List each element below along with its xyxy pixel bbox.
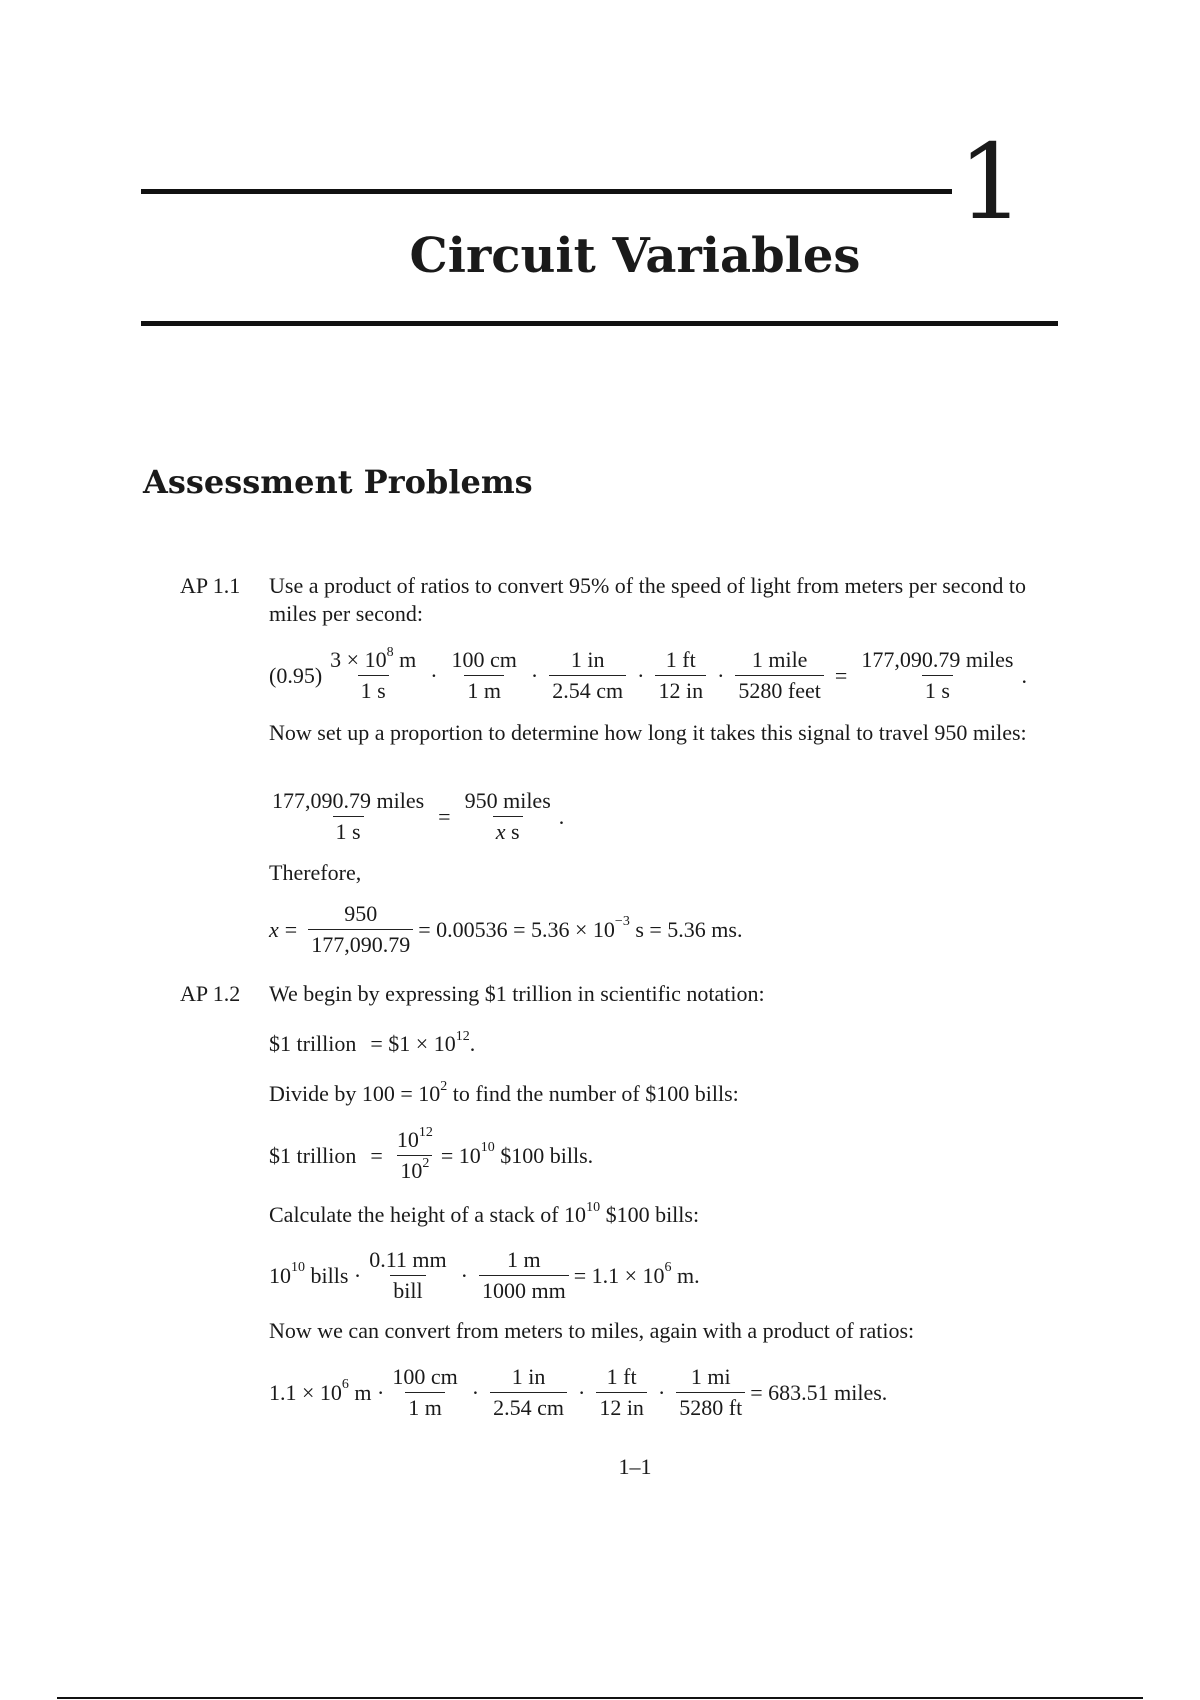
ap11-intro: Use a product of ratios to convert 95% of the speed of light from meters per second to miles per second: [269, 573, 1026, 626]
ap12-height-equation: $10^{10}$ bills · $\frac{0.11 mm}{\text{bill}}$ · $\frac{1 m}{1000 mm}$ = $1.1 \times 10^6$ m. [269, 1247, 700, 1303]
ap11-therefore: Therefore, [269, 860, 362, 885]
fraction-powers: $\frac{10^{12}}{10^2}$ [396, 1124, 433, 1183]
fraction-result: $\frac{\text{177,090.79 miles}}{1 s}$ [861, 647, 1014, 703]
fraction-in-cm: $\frac{1 in}{2.54 cm}$ [549, 647, 626, 704]
fraction-mi-ft: $\frac{1 mi}{5280 ft}$ [676, 1364, 745, 1421]
page-number: 1–1 [618, 1454, 652, 1479]
chapter-top-rule [141, 189, 952, 194]
fraction-ft-in: $\frac{1 ft}{12 in}$ [596, 1364, 647, 1421]
ap12-bills-equation: $1 trillion = $\frac{10^{12}}{10^2}$ = $10^{10}$ $100 bills. [269, 1124, 594, 1183]
ap11-solution-equation: x = $\frac{950}{177,090.79}$ = $0.00536 = 5.36 \times 10^{-3}$ s = 5.36 ms. [269, 901, 743, 957]
section-heading: Assessment Problems [143, 463, 533, 501]
chapter-bottom-rule [141, 321, 1058, 326]
footer-rule [57, 1697, 1143, 1699]
fraction-in-cm: $\frac{1 in}{2.54 cm}$ [490, 1364, 567, 1421]
fraction-m-mm: $\frac{1 m}{1000 mm}$ [479, 1247, 569, 1304]
fraction-lhs: $\frac{\text{177,090.79 miles}}{1 s}$ [272, 788, 425, 844]
ap12-trillion-equation: $1 trillion = $1 × $10^{12}$. [269, 1028, 476, 1056]
fraction-rhs: $\frac{\text{950 miles}}{\text{x s}}$ [464, 788, 551, 844]
problem-label-ap11: AP 1.1 [180, 573, 241, 598]
fraction-cm-m: $\frac{100 cm}{1 m}$ [392, 1364, 458, 1420]
coefficient: (0.95) [269, 662, 323, 688]
fraction-mm-bill: $\frac{0.11 mm}{\text{bill}}$ [369, 1247, 447, 1303]
ap11-para2: Now set up a proportion to determine how long it takes this signal to travel 950 miles: [269, 720, 1027, 745]
fraction-speed: $\frac{3 \times 10^8 m}{1 s}$ [330, 644, 417, 703]
fraction-ft-in: $\frac{1 ft}{12 in}$ [655, 647, 706, 704]
ap12-intro: We begin by expressing $1 trillion in scientific notation: [269, 981, 765, 1006]
ap11-conversion-equation: (0.95) $\frac{3 \times 10^8 m}{1 s}$ · $\frac{100 cm}{1 m}$ · $\frac{1 in}{2.54 cm}$ · $\frac{1 ft}{12 in}$ · $\frac{\text{1 mile}}{\text{5280 feet}}$ = $\frac{\text{177,090.79 miles}}{1 s}$ . [269, 644, 1027, 703]
chapter-number: 1 [958, 121, 1025, 243]
problem-label-ap12: AP 1.2 [180, 981, 241, 1006]
ap12-para2: Divide by $100 = 10^2$ to find the number of $100 bills: [269, 1078, 739, 1106]
fraction-time: $\frac{950}{177,090.79}$ [308, 901, 413, 958]
chapter-title: Circuit Variables [409, 228, 861, 284]
ap12-para3: Calculate the height of a stack of $10^{10}$ $100 bills: [269, 1199, 700, 1227]
fraction-cm-m: $\frac{100 cm}{1 m}$ [451, 647, 517, 703]
ap12-para4: Now we can convert from meters to miles, again with a product of ratios: [269, 1318, 915, 1343]
ap11-proportion-equation: $\frac{\text{177,090.79 miles}}{1 s}$ = $\frac{\text{950 miles}}{\text{x s}}$ . [269, 788, 564, 845]
ap12-miles-equation: $1.1 \times 10^6$ m · $\frac{100 cm}{1 m}$ · $\frac{1 in}{2.54 cm}$ · $\frac{1 ft}{12 in}$ · $\frac{1 mi}{5280 ft}$ = 683.51 miles. [269, 1364, 888, 1420]
fraction-mile-feet: $\frac{\text{1 mile}}{\text{5280 feet}}$ [735, 647, 823, 704]
